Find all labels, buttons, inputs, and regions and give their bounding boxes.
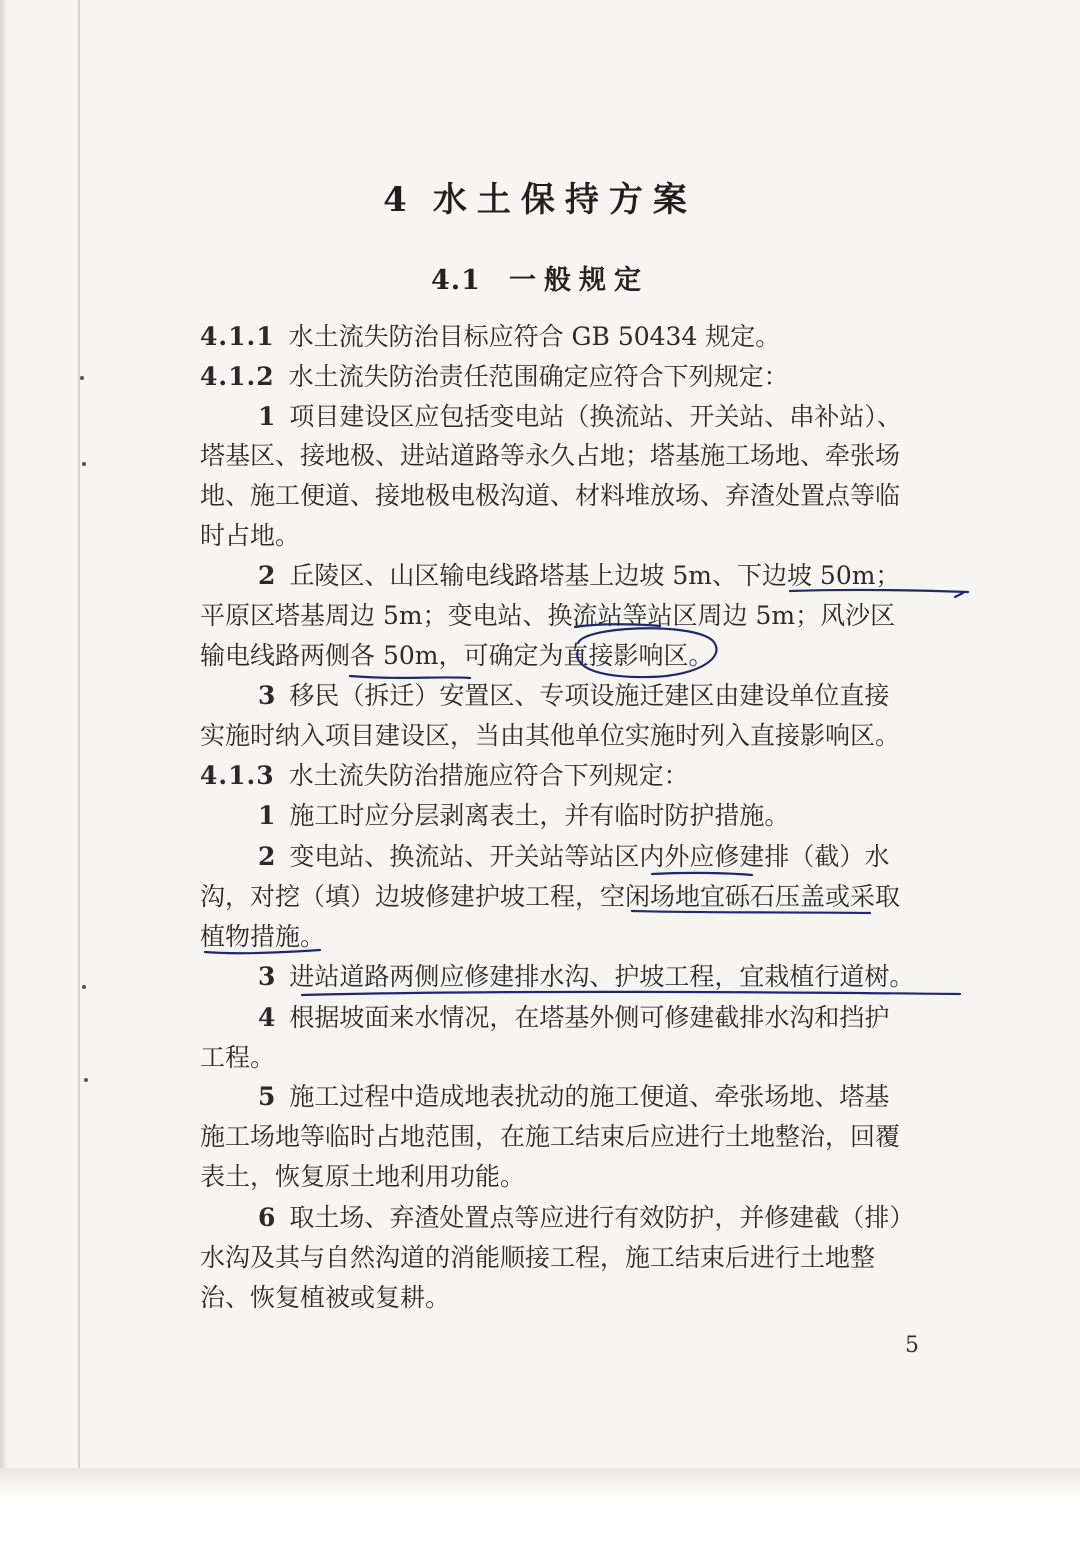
item-number: 5 <box>258 1082 276 1111</box>
scan-speck <box>82 985 86 989</box>
item-number: 6 <box>258 1203 276 1232</box>
text-line: 实施时纳入项目建设区，当由其他单位实施时列入直接影响区。 <box>200 721 901 750</box>
underline-inside-outside <box>652 873 752 875</box>
item-number: 4 <box>258 1003 276 1032</box>
tick-mark <box>955 593 963 597</box>
text-line: 植物措施。 <box>200 922 326 951</box>
text-line: 沟，对挖（填）边坡修建护坡工程，空闲场地宜砾石压盖或采取 <box>200 882 901 911</box>
clause-number: 4.1.1 <box>200 322 275 351</box>
item-number: 2 <box>258 561 276 590</box>
scan-speck <box>80 376 84 380</box>
item-6 <box>258 1203 914 1233</box>
item-1 <box>258 801 789 831</box>
underline-road-line <box>302 992 960 995</box>
clause-number: 4.1.2 <box>200 362 275 391</box>
page-bottom-edge <box>0 1468 1080 1547</box>
item-3 <box>258 962 914 992</box>
section-title-text: 一般规定 <box>508 265 649 296</box>
item-text: 项目建设区应包括变电站（换流站、开关站、串补站）、 <box>289 402 902 431</box>
text-line: 塔基区、接地极、进站道路等永久占地；塔基施工场地、牵张场 <box>200 441 901 470</box>
scan-speck <box>84 1078 88 1082</box>
item-5 <box>258 1082 889 1112</box>
underline-50m-both-sides <box>350 676 470 678</box>
item-number: 2 <box>258 842 276 871</box>
item-number: 1 <box>258 402 276 431</box>
item-1 <box>258 402 902 432</box>
item-text: 取土场、弃渣处置点等应进行有效防护，并修建截（排） <box>289 1203 915 1232</box>
chapter-title-text: 水土保持方案 <box>432 180 697 220</box>
scan-shadow <box>0 0 8 1547</box>
text-line: 治、恢复植被或复耕。 <box>200 1283 451 1312</box>
item-text: 丘陵区、山区输电线路塔基上边坡 5m、下边坡 50m； <box>289 561 901 590</box>
text-line: 水沟及其与自然沟道的消能顺接工程，施工结束后进行土地整 <box>200 1243 876 1272</box>
chapter-title <box>0 172 1080 221</box>
clause-text: 水土流失防治措施应符合下列规定： <box>288 761 689 790</box>
item-number: 3 <box>258 962 276 991</box>
text-line: 工程。 <box>200 1043 276 1072</box>
scan-speck <box>82 462 86 466</box>
page-number: 5 <box>905 1333 919 1358</box>
item-2 <box>258 561 900 591</box>
clause-4-1-3 <box>200 761 689 791</box>
text-line: 时占地。 <box>200 521 301 550</box>
section-title <box>0 258 1080 297</box>
item-number: 1 <box>258 801 276 830</box>
text-line: 平原区塔基周边 5m；变电站、换流站等站区周边 5m；风沙区 <box>200 601 896 630</box>
chapter-number: 4 <box>383 180 407 220</box>
text-line: 施工场地等临时占地范围，在施工结束后应进行土地整治，回覆 <box>200 1122 901 1151</box>
item-text: 根据坡面来水情况，在塔基外侧可修建截排水沟和挡护 <box>289 1003 890 1032</box>
text-line: 地、施工便道、接地极电极沟道、材料堆放场、弃渣处置点等临 <box>200 481 901 510</box>
item-2 <box>258 842 889 872</box>
clause-number: 4.1.3 <box>200 761 275 790</box>
item-text: 进站道路两侧应修建排水沟、护坡工程，宜栽植行道树。 <box>289 962 915 991</box>
text-line: 输电线路两侧各 50m，可确定为直接影响区。 <box>200 641 714 670</box>
item-text: 施工过程中造成地表扰动的施工便道、牵张场地、塔基 <box>289 1082 890 1111</box>
clause-text: 水土流失防治目标应符合 GB 50434 规定。 <box>288 322 781 351</box>
clause-text: 水土流失防治责任范围确定应符合下列规定： <box>288 362 789 391</box>
clause-4-1-1 <box>200 322 780 352</box>
item-text: 施工时应分层剥离表土，并有临时防护措施。 <box>289 801 790 830</box>
item-text: 移民（拆迁）安置区、专项设施迁建区由建设单位直接 <box>289 681 890 710</box>
item-text: 变电站、换流站、开关站等站区内外应修建排（截）水 <box>289 842 890 871</box>
item-3 <box>258 681 889 711</box>
text-line: 表土，恢复原土地利用功能。 <box>200 1162 526 1191</box>
item-4 <box>258 1003 889 1033</box>
item-number: 3 <box>258 681 276 710</box>
section-number: 4.1 <box>431 265 481 296</box>
clause-4-1-2 <box>200 362 789 392</box>
